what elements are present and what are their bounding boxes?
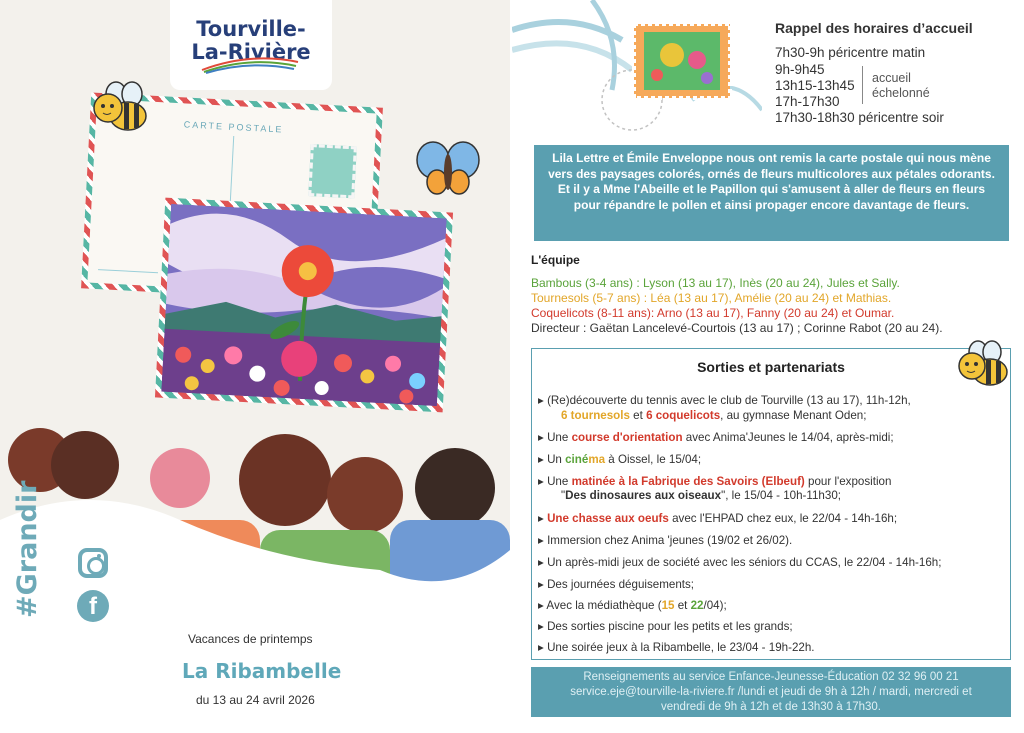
- contact-line-2: service.eje@tourville-la-riviere.fr /lundi et jeudi de 9h à 12h / mardi, mercredi et: [570, 686, 972, 698]
- equipe-tournesols: Tournesols (5-7 ans) : Léa (13 au 17), Amélie (20 au 24) et Mathias.: [531, 291, 892, 305]
- town-logo: [170, 0, 332, 90]
- event-dates: du 13 au 24 avril 2026: [196, 693, 315, 707]
- echelonne-note-1: accueil: [872, 71, 911, 85]
- event-name: La Ribambelle: [182, 659, 342, 683]
- sorties-title: Sorties et partenariats: [697, 359, 845, 375]
- postcard-title: CARTE POSTALE: [183, 119, 284, 135]
- bullet-icon: ▸: [538, 556, 544, 569]
- equipe-directeur: Directeur : Gaëtan Lancelevé-Courtois (13 au 17) ; Corinne Rabot (20 au 24).: [531, 321, 943, 335]
- facebook-glyph: f: [89, 593, 97, 620]
- horaire-line: 17h30-18h30 péricentre soir: [775, 110, 944, 125]
- butterfly-icon: [415, 138, 481, 200]
- logo-line-1: Tourville-: [196, 17, 306, 41]
- bullet-icon: ▸: [538, 394, 544, 407]
- horaire-line: 9h-9h45: [775, 62, 825, 77]
- stamp-placeholder: [308, 144, 357, 198]
- horaire-line: 7h30-9h péricentre matin: [775, 45, 926, 60]
- list-item: ▸ Des sorties piscine pour les petits et les grands;: [538, 620, 793, 633]
- bee-icon: [956, 340, 1012, 390]
- bullet-icon: ▸: [538, 599, 544, 612]
- equipe-title: L'équipe: [531, 253, 580, 267]
- info-panel: [512, 0, 1024, 733]
- intro-box: Lila Lettre et Émile Enveloppe nous ont remis la carte postale qui nous mène vers des paysages colorés, ornés de fleurs multicolores aux pétales odorants. Et il y a Mme l'Abeille et le Papillon qui s'amusent à aller de fleurs en fleurs pour répandre le pollen et ainsi propager encore davantage de fleurs.: [534, 145, 1009, 241]
- list-item: ▸ Immersion chez Anima 'jeunes (19/02 et 26/02).: [538, 534, 793, 547]
- list-item: ▸ Une chasse aux oeufs avec l'EHPAD chez eux, le 22/04 - 14h-16h;: [538, 512, 898, 525]
- stamp-decoration: [512, 0, 762, 140]
- logo-swoosh-icon: [200, 54, 300, 74]
- list-item: ▸ Un cinéma à Oissel, le 15/04;: [538, 453, 702, 466]
- bullet-icon: ▸: [538, 620, 544, 633]
- bullet-icon: ▸: [538, 534, 544, 547]
- list-item: ▸ Des journées déguisements;: [538, 578, 694, 591]
- bullet-icon: ▸: [538, 475, 544, 488]
- list-item-cont: 6 tournesols et 6 coquelicots, au gymnase Menant Oden;: [561, 409, 867, 422]
- cover-panel: [0, 0, 510, 733]
- logo-line-2: La-Rivière: [191, 40, 311, 64]
- list-item-cont: "Des dinosaures aux oiseaux", le 15/04 - 10h-11h30;: [561, 489, 842, 502]
- season-label: Vacances de printemps: [188, 632, 313, 646]
- bracket-divider: [862, 66, 863, 104]
- address-line: [98, 269, 158, 273]
- postcard-front: [155, 198, 453, 413]
- instagram-icon[interactable]: [78, 548, 108, 578]
- facebook-icon[interactable]: [77, 590, 109, 622]
- list-item: ▸ Une course d'orientation avec Anima'Jeunes le 14/04, après-midi;: [538, 431, 894, 444]
- bullet-icon: ▸: [538, 453, 544, 466]
- horaires-title: Rappel des horaires d’accueil: [775, 20, 973, 36]
- sorties-box: [531, 348, 1011, 660]
- contact-line-1: Renseignements au service Enfance-Jeunesse-Éducation 02 32 96 00 21: [583, 671, 959, 683]
- flower-landscape-illustration: [161, 204, 446, 406]
- bullet-icon: ▸: [538, 512, 544, 525]
- equipe-bambous: Bambous (3-4 ans) : Lyson (13 au 17), Inès (20 au 24), Jules et Sally.: [531, 276, 900, 290]
- list-item: ▸ (Re)découverte du tennis avec le club de Tourville (13 au 17), 11h-12h,: [538, 394, 911, 407]
- equipe-coquelicots: Coquelicots (8-11 ans): Arno (13 au 17), Fanny (20 au 24) et Oumar.: [531, 306, 895, 320]
- bee-icon: [90, 80, 150, 134]
- bullet-icon: ▸: [538, 578, 544, 591]
- contact-box: [531, 667, 1011, 717]
- bullet-icon: ▸: [538, 431, 544, 444]
- list-item: ▸ Un après-midi jeux de société avec les séniors du CCAS, le 22/04 - 14h-16h;: [538, 556, 942, 569]
- echelonne-note-2: échelonné: [872, 86, 930, 100]
- horaire-line: 17h-17h30: [775, 94, 840, 109]
- list-item: ▸ Avec la médiathèque (15 et 22/04);: [538, 599, 727, 612]
- horaire-line: 13h15-13h45: [775, 78, 855, 93]
- list-item: ▸ Une soirée jeux à la Ribambelle, le 23/04 - 19h-22h.: [538, 641, 815, 654]
- bullet-icon: ▸: [538, 641, 544, 654]
- contact-line-3: vendredi de 9h à 12h et de 13h30 à 17h30.: [661, 701, 881, 713]
- list-item: ▸ Une matinée à la Fabrique des Savoirs (Elbeuf) pour l'exposition: [538, 475, 892, 488]
